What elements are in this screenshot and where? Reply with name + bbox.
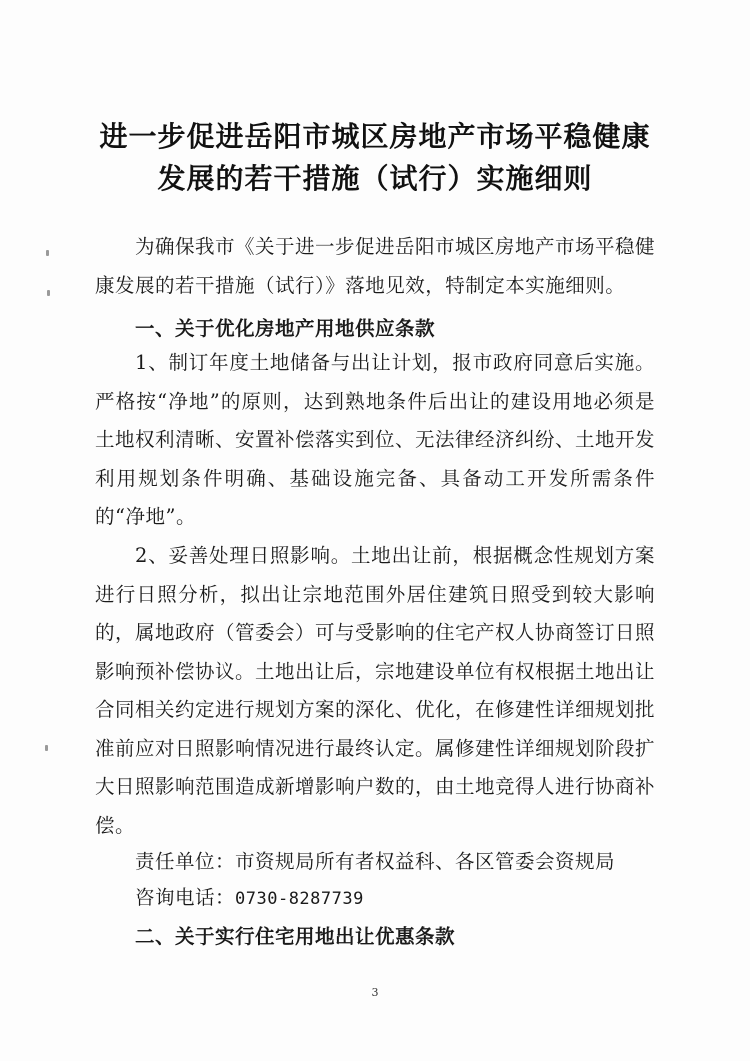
document-title-line-2: 发展的若干措施（试行）实施细则 xyxy=(157,162,593,195)
section-1-item-1: 1、制订年度土地储备与出让计划，报市政府同意后实施。严格按“净地”的原则，达到熟地条件后出让的建设用地必须是土地权利清晰、安置补偿落实到位、无法律经济纠纷、土地开发利用规划条件明确、基础设施完备、具备动工开发所需条件的“净地”。 xyxy=(95,351,656,528)
scan-mark xyxy=(45,745,48,751)
document-title-line-1: 进一步促进岳阳市城区房地产市场平稳健康 xyxy=(99,120,651,153)
responsible-unit-label: 责任单位： xyxy=(135,850,236,873)
section-1-heading: 一、关于优化房地产用地供应条款 xyxy=(135,317,436,340)
responsible-unit-value: 市资规局所有者权益科、各区管委会资规局 xyxy=(235,850,616,873)
consult-phone-line xyxy=(135,882,364,910)
consult-phone-label: 咨询电话： xyxy=(135,886,236,909)
section-2-heading: 二、关于实行住宅用地出让优惠条款 xyxy=(135,925,456,948)
scan-mark xyxy=(46,250,49,256)
consult-phone-value: 0730-8287739 xyxy=(235,889,364,909)
page-number: 3 xyxy=(371,986,379,999)
section-1-item-2: 2、妥善处理日照影响。土地出让前，根据概念性规划方案进行日照分析，拟出让宗地范围外居住建筑日照受到较大影响的，属地政府（管委会）可与受影响的住宅产权人协商签订日照影响预补偿协议。土地出让后，宗地建设单位有权根据土地出让合同相关约定进行规划方案的深化、优化，在修建性详细规划批准前应对日照影响情况进行最终认定。属修建性详细规划阶段扩大日照影响范围造成新增影响户数的，由土地竞得人进行协商补偿。 xyxy=(95,544,656,837)
intro-paragraph: 为确保我市《关于进一步促进岳阳市城区房地产市场平稳健康发展的若干措施（试行）》落地见效，特制定本实施细则。 xyxy=(95,235,656,297)
scan-mark xyxy=(47,290,50,296)
responsible-unit-line xyxy=(135,846,615,874)
